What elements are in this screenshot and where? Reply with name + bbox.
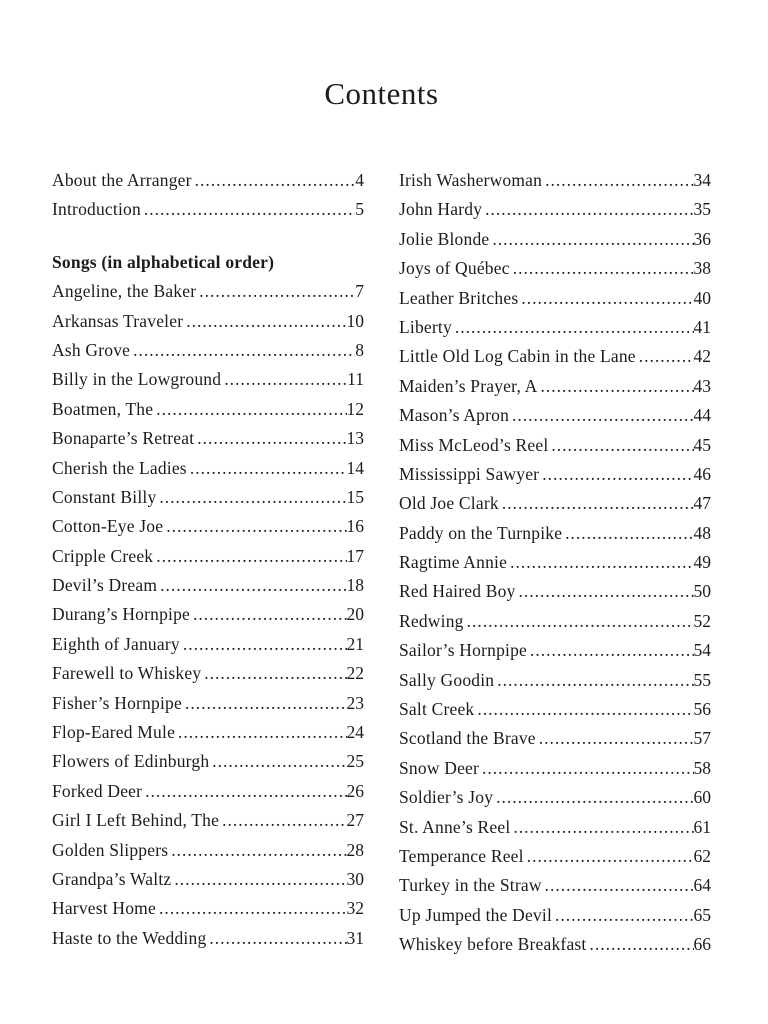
toc-entry-title: St. Anne’s Reel [399, 816, 511, 837]
toc-entry [399, 431, 711, 460]
toc-entry-page-number: 27 [346, 810, 364, 831]
dot-leader [186, 307, 346, 336]
toc-entry-page-number: 30 [346, 868, 364, 889]
dot-leader [224, 365, 347, 394]
dot-leader [209, 924, 346, 953]
toc-entry-title: Cherish the Ladies [52, 457, 187, 478]
dot-leader [171, 836, 346, 865]
toc-entry [52, 659, 364, 688]
toc-entry-page-number: 58 [693, 757, 711, 778]
dot-leader [510, 548, 693, 577]
toc-entry-page-number: 21 [346, 633, 364, 654]
toc-entry-title: Ash Grove [52, 339, 131, 360]
toc-entry-title: Old Joe Clark [399, 493, 499, 514]
toc-entry-title: Redwing [399, 610, 464, 631]
toc-entry [399, 930, 711, 959]
toc-entry-page-number: 56 [693, 699, 711, 720]
toc-entry [52, 277, 364, 306]
dot-leader [541, 372, 694, 401]
toc-entry [399, 313, 711, 342]
toc-entry-page-number: 38 [693, 258, 711, 279]
dot-leader [467, 607, 694, 636]
toc-entry-title: Arkansas Traveler [52, 310, 184, 331]
dot-leader [197, 424, 346, 453]
toc-entry-title: Fisher’s Hornpipe [52, 692, 182, 713]
toc-entry [52, 454, 364, 483]
toc-entry-page-number: 23 [346, 692, 364, 713]
toc-entry [399, 842, 711, 871]
toc-entry-page-number: 50 [693, 581, 711, 602]
toc-entry-page-number: 48 [693, 522, 711, 543]
dot-leader [183, 630, 347, 659]
toc-entry-title: Flowers of Edinburgh [52, 751, 210, 772]
toc-entry-title: Little Old Log Cabin in the Lane [399, 346, 636, 367]
toc-entry [399, 460, 711, 489]
toc-entry-page-number: 20 [346, 604, 364, 625]
toc-entry-title: Sailor’s Hornpipe [399, 640, 527, 661]
toc-entry-page-number: 49 [693, 552, 711, 573]
page-title: Contents [324, 76, 439, 111]
songs-list-right [399, 166, 711, 960]
toc-entry [52, 865, 364, 894]
dot-leader [195, 166, 356, 195]
toc-entry-title: Snow Deer [399, 757, 480, 778]
dot-leader [159, 894, 347, 923]
toc-entry-page-number: 43 [693, 375, 711, 396]
dot-leader [513, 254, 694, 283]
toc-left-column [52, 166, 364, 960]
toc-entry-page-number: 44 [693, 405, 711, 426]
toc-entry-page-number: 62 [693, 845, 711, 866]
dot-leader [639, 342, 694, 371]
toc-entry-page-number: 55 [693, 669, 711, 690]
toc-entry-page-number: 54 [693, 640, 711, 661]
dot-leader [551, 431, 693, 460]
toc-entry-title: Whiskey before Breakfast [399, 934, 587, 955]
toc-entry-page-number: 4 [355, 170, 364, 190]
toc-entry-title: Constant Billy [52, 486, 157, 507]
dot-leader [178, 718, 346, 747]
toc-entry-title: Golden Slippers [52, 839, 169, 860]
toc-entry-page-number: 31 [346, 927, 364, 948]
dot-leader [166, 512, 346, 541]
toc-entry [52, 542, 364, 571]
toc-entry [52, 395, 364, 424]
dot-leader [133, 336, 355, 365]
toc-entry [52, 718, 364, 747]
toc-entry [52, 365, 364, 394]
toc-entry-page-number: 42 [693, 346, 711, 367]
toc-entry-title: Haste to the Wedding [52, 927, 207, 948]
toc-entry [399, 724, 711, 753]
dot-leader [519, 577, 694, 606]
toc-entry-page-number: 45 [693, 434, 711, 455]
toc-entry-title: Grandpa’s Waltz [52, 868, 172, 889]
toc-entry-page-number: 25 [346, 751, 364, 772]
dot-leader [145, 777, 346, 806]
toc-entry [52, 571, 364, 600]
toc-entry [52, 806, 364, 835]
toc-entry-page-number: 32 [346, 898, 364, 919]
toc-entry-title: Introduction [52, 199, 141, 220]
toc-entry [52, 600, 364, 629]
toc-entry [52, 307, 364, 336]
toc-entry-page-number: 18 [346, 575, 364, 596]
toc-entry-title: Irish Washerwoman [399, 170, 543, 190]
toc-entry-title: Mississippi Sawyer [399, 463, 540, 484]
toc-entry [399, 372, 711, 401]
dot-leader [539, 724, 694, 753]
toc-entry-title: Joys of Québec [399, 258, 510, 279]
toc-entry-title: Scotland the Brave [399, 728, 536, 749]
toc-entry-page-number: 40 [693, 287, 711, 308]
toc-entry-title: Cotton-Eye Joe [52, 516, 164, 537]
toc-entry [399, 284, 711, 313]
dot-leader [513, 813, 693, 842]
toc-entry-title: Mason’s Apron [399, 405, 510, 426]
dot-leader [590, 930, 694, 959]
dot-leader [477, 695, 693, 724]
toc-right-column [399, 166, 711, 960]
toc-entry-title: Salt Creek [399, 699, 475, 720]
dot-leader [512, 401, 693, 430]
toc-entry-title: Soldier’s Joy [399, 787, 494, 808]
dot-leader [482, 754, 693, 783]
toc-entry-title: Harvest Home [52, 898, 156, 919]
toc-columns [52, 166, 711, 960]
toc-entry [52, 166, 364, 195]
toc-entry-title: Maiden’s Prayer, A [399, 375, 538, 396]
toc-entry-title: Miss McLeod’s Reel [399, 434, 549, 455]
dot-leader [485, 195, 693, 224]
toc-entry-page-number: 46 [693, 463, 711, 484]
toc-entry [52, 512, 364, 541]
dot-leader [555, 901, 693, 930]
toc-entry [52, 630, 364, 659]
toc-entry [399, 401, 711, 430]
toc-entry-page-number: 64 [693, 875, 711, 896]
toc-entry-page-number: 14 [346, 457, 364, 478]
dot-leader [545, 871, 694, 900]
toc-entry-page-number: 61 [693, 816, 711, 837]
toc-entry-title: Liberty [399, 316, 452, 337]
toc-entry [52, 424, 364, 453]
toc-entry [399, 783, 711, 812]
toc-entry-page-number: 52 [693, 610, 711, 631]
toc-entry [399, 548, 711, 577]
toc-entry [52, 336, 364, 365]
dot-leader [204, 659, 346, 688]
toc-entry-page-number: 22 [346, 663, 364, 684]
toc-entry-page-number: 5 [355, 199, 364, 220]
toc-entry-page-number: 41 [693, 316, 711, 337]
toc-entry [52, 836, 364, 865]
toc-entry [52, 689, 364, 718]
dot-leader [496, 783, 693, 812]
toc-entry [399, 225, 711, 254]
toc-entry-page-number: 26 [346, 780, 364, 801]
songs-list-left [52, 277, 364, 953]
toc-entry-title: John Hardy [399, 199, 483, 220]
toc-entry-page-number: 28 [346, 839, 364, 860]
dot-leader [185, 689, 347, 718]
toc-entry-title: Leather Britches [399, 287, 519, 308]
front-matter-list [52, 166, 364, 225]
toc-entry-page-number: 15 [346, 486, 364, 507]
toc-entry [52, 195, 364, 224]
dot-leader [159, 483, 346, 512]
toc-entry-title: Billy in the Lowground [52, 369, 222, 390]
dot-leader [502, 489, 694, 518]
toc-entry [399, 901, 711, 930]
songs-section-heading: Songs (in alphabetical order) [52, 251, 275, 272]
toc-entry-title: Cripple Creek [52, 545, 154, 566]
toc-entry-title: Flop-Eared Mule [52, 722, 176, 743]
toc-entry-page-number: 35 [693, 199, 711, 220]
toc-entry-title: Angeline, the Baker [52, 281, 197, 302]
toc-entry [399, 254, 711, 283]
dot-leader [174, 865, 346, 894]
dot-leader [521, 284, 693, 313]
toc-entry-title: Sally Goodin [399, 669, 495, 690]
dot-leader [199, 277, 355, 306]
toc-entry-page-number: 12 [346, 398, 364, 419]
dot-leader [497, 666, 693, 695]
toc-entry-page-number: 34 [693, 170, 711, 190]
toc-entry-title: Girl I Left Behind, The [52, 810, 220, 831]
dot-leader [455, 313, 694, 342]
toc-entry [399, 195, 711, 224]
toc-entry-title: Forked Deer [52, 780, 143, 801]
toc-entry-page-number: 65 [693, 904, 711, 925]
toc-entry-page-number: 7 [355, 281, 364, 302]
toc-entry [52, 924, 364, 953]
toc-entry-page-number: 36 [693, 228, 711, 249]
toc-entry-title: Boatmen, The [52, 398, 154, 419]
toc-entry-title: Red Haired Boy [399, 581, 516, 602]
toc-entry-page-number: 24 [346, 722, 364, 743]
toc-entry-title: Farewell to Whiskey [52, 663, 202, 684]
dot-leader [144, 195, 355, 224]
dot-leader [545, 166, 693, 195]
toc-entry [399, 871, 711, 900]
dot-leader [212, 747, 346, 776]
toc-entry-title: Devil’s Dream [52, 575, 158, 596]
dot-leader [565, 519, 693, 548]
toc-entry [52, 894, 364, 923]
toc-entry-title: About the Arranger [52, 170, 192, 190]
toc-entry-title: Bonaparte’s Retreat [52, 428, 195, 449]
toc-entry-page-number: 13 [346, 428, 364, 449]
toc-entry [52, 483, 364, 512]
toc-entry-page-number: 66 [693, 934, 711, 955]
toc-entry-page-number: 60 [693, 787, 711, 808]
toc-entry [399, 754, 711, 783]
toc-entry-page-number: 17 [346, 545, 364, 566]
dot-leader [156, 542, 346, 571]
toc-entry [399, 577, 711, 606]
toc-entry-page-number: 57 [693, 728, 711, 749]
dot-leader [542, 460, 693, 489]
toc-entry-title: Durang’s Hornpipe [52, 604, 191, 625]
dot-leader [492, 225, 693, 254]
toc-entry-title: Eighth of January [52, 633, 180, 654]
toc-entry-title: Jolie Blonde [399, 228, 490, 249]
dot-leader [222, 806, 346, 835]
toc-entry-page-number: 8 [355, 339, 364, 360]
toc-entry-page-number: 10 [346, 310, 364, 331]
toc-entry [399, 813, 711, 842]
toc-entry-page-number: 11 [347, 369, 364, 390]
dot-leader [530, 636, 694, 665]
toc-entry-title: Up Jumped the Devil [399, 904, 553, 925]
toc-entry [399, 342, 711, 371]
toc-entry-title: Paddy on the Turnpike [399, 522, 563, 543]
toc-entry [399, 636, 711, 665]
dot-leader [190, 454, 347, 483]
dot-leader [160, 571, 346, 600]
toc-entry [52, 747, 364, 776]
dot-leader [193, 600, 346, 629]
toc-entry-title: Turkey in the Straw [399, 875, 542, 896]
toc-entry-title: Temperance Reel [399, 845, 524, 866]
toc-entry-page-number: 47 [693, 493, 711, 514]
toc-entry [399, 607, 711, 636]
dot-leader [527, 842, 694, 871]
toc-entry [52, 777, 364, 806]
toc-entry [399, 489, 711, 518]
toc-entry-title: Ragtime Annie [399, 552, 508, 573]
toc-entry [399, 666, 711, 695]
toc-entry [399, 166, 711, 195]
dot-leader [156, 395, 346, 424]
toc-entry [399, 695, 711, 724]
toc-entry [399, 519, 711, 548]
toc-entry-page-number: 16 [346, 516, 364, 537]
